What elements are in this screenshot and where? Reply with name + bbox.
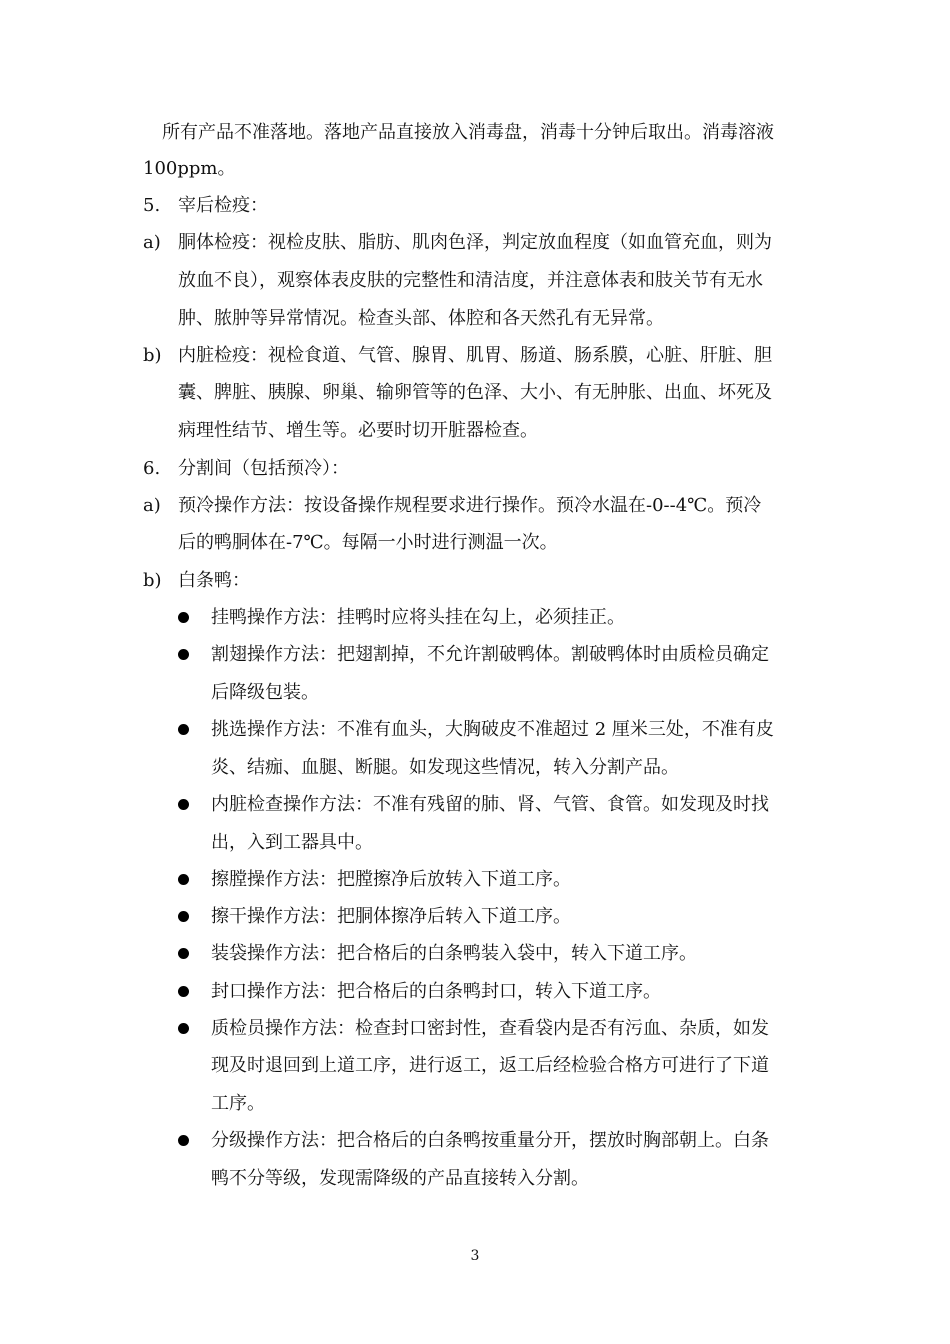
bullet-continuation (0, 1047, 950, 1084)
list-marker: a) (143, 232, 161, 253)
bullet-dot-icon (178, 799, 189, 810)
list-item-line (0, 300, 950, 337)
list-item-line (0, 487, 950, 524)
bullet-text: 分级操作方法：把合格后的白条鸭按重量分开，摆放时胸部朝上。白条 (211, 1130, 769, 1151)
bullet-text: 工序。 (211, 1093, 265, 1114)
bullet-dot-icon (178, 1023, 189, 1034)
bullet-continuation (0, 824, 950, 861)
bullet-item (0, 898, 950, 935)
bullet-continuation (0, 1160, 950, 1197)
section-number: 6. (143, 458, 161, 479)
page-number: 3 (470, 1248, 480, 1264)
list-item-text: 白条鸭： (178, 570, 250, 591)
bullet-text: 后降级包装。 (211, 682, 319, 703)
list-marker: a) (143, 495, 161, 516)
list-marker: b) (143, 570, 162, 591)
bullet-item (0, 973, 950, 1010)
section-number: 5. (143, 195, 161, 216)
bullet-text: 擦干操作方法：把胴体擦净后转入下道工序。 (211, 906, 571, 927)
list-item-text: 内脏检疫：视检食道、气管、腺胃、肌胃、肠道、肠系膜，心脏、肝脏、胆 (178, 345, 772, 366)
bullet-text: 出，入到工器具中。 (211, 832, 373, 853)
paragraph-text: 100ppm。 (143, 158, 236, 179)
bullet-text: 割翅操作方法：把翅割掉，不允许割破鸭体。割破鸭体时由质检员确定 (211, 644, 769, 665)
bullet-text: 封口操作方法：把合格后的白条鸭封口，转入下道工序。 (211, 981, 661, 1002)
bullet-text: 炎、结痂、血腿、断腿。如发现这些情况，转入分割产品。 (211, 757, 679, 778)
paragraph-line (0, 150, 950, 187)
bullet-dot-icon (178, 1135, 189, 1146)
list-item-line (0, 562, 950, 599)
list-item-line (0, 262, 950, 299)
bullet-text: 现及时退回到上道工序，进行返工，返工后经检验合格方可进行了下道 (211, 1055, 769, 1076)
bullet-item (0, 935, 950, 972)
bullet-dot-icon (178, 874, 189, 885)
bullet-item (0, 711, 950, 748)
bullet-dot-icon (178, 724, 189, 735)
bullet-text: 内脏检查操作方法：不准有残留的肺、肾、气管、食管。如发现及时找 (211, 794, 769, 815)
list-item-text: 胴体检疫：视检皮肤、脂肪、肌肉色泽，判定放血程度（如血管充血，则为 (178, 232, 772, 253)
bullet-text: 挑选操作方法：不准有血头，大胸破皮不准超过 2 厘米三处，不准有皮 (211, 719, 774, 740)
bullet-item (0, 636, 950, 673)
list-marker: b) (143, 345, 162, 366)
section-title: 分割间（包括预冷）： (178, 458, 349, 479)
list-item-line (0, 412, 950, 449)
bullet-item (0, 786, 950, 823)
bullet-text: 挂鸭操作方法：挂鸭时应将头挂在勾上，必须挂正。 (211, 607, 625, 628)
list-item-text: 肿、脓肿等异常情况。检查头部、体腔和各天然孔有无异常。 (178, 308, 664, 329)
list-item-text: 预冷操作方法：按设备操作规程要求进行操作。预冷水温在-0--4℃。预冷 (178, 495, 762, 516)
list-item-text: 后的鸭胴体在-7℃。每隔一小时进行测温一次。 (178, 532, 558, 553)
list-item-text: 囊、脾脏、胰腺、卵巢、输卵管等的色泽、大小、有无肿胀、出血、坏死及 (178, 382, 772, 403)
bullet-text: 质检员操作方法：检查封口密封性，查看袋内是否有污血、杂质，如发 (211, 1018, 769, 1039)
paragraph-text: 所有产品不准落地。落地产品直接放入消毒盘，消毒十分钟后取出。消毒溶液 (162, 122, 774, 143)
bullet-dot-icon (178, 986, 189, 997)
bullet-item (0, 1010, 950, 1047)
bullet-dot-icon (178, 911, 189, 922)
bullet-dot-icon (178, 612, 189, 623)
bullet-continuation (0, 1085, 950, 1122)
bullet-text: 鸭不分等级，发现需降级的产品直接转入分割。 (211, 1168, 589, 1189)
section-heading (0, 450, 950, 487)
list-item-line (0, 524, 950, 561)
list-item-line (0, 374, 950, 411)
bullet-continuation (0, 749, 950, 786)
list-item-line (0, 337, 950, 374)
bullet-item (0, 861, 950, 898)
bullet-dot-icon (178, 649, 189, 660)
list-item-text: 放血不良），观察体表皮肤的完整性和清洁度，并注意体表和肢关节有无水 (178, 270, 763, 291)
bullet-continuation (0, 674, 950, 711)
list-item-line (0, 224, 950, 261)
section-heading (0, 187, 950, 224)
bullet-item (0, 1122, 950, 1159)
bullet-item (0, 599, 950, 636)
paragraph-line (0, 114, 950, 151)
bullet-text: 擦膛操作方法：把膛擦净后放转入下道工序。 (211, 869, 571, 890)
list-item-text: 病理性结节、增生等。必要时切开脏器检查。 (178, 420, 538, 441)
bullet-text: 装袋操作方法：把合格后的白条鸭装入袋中，转入下道工序。 (211, 943, 697, 964)
bullet-dot-icon (178, 948, 189, 959)
section-title: 宰后检疫： (178, 195, 268, 216)
